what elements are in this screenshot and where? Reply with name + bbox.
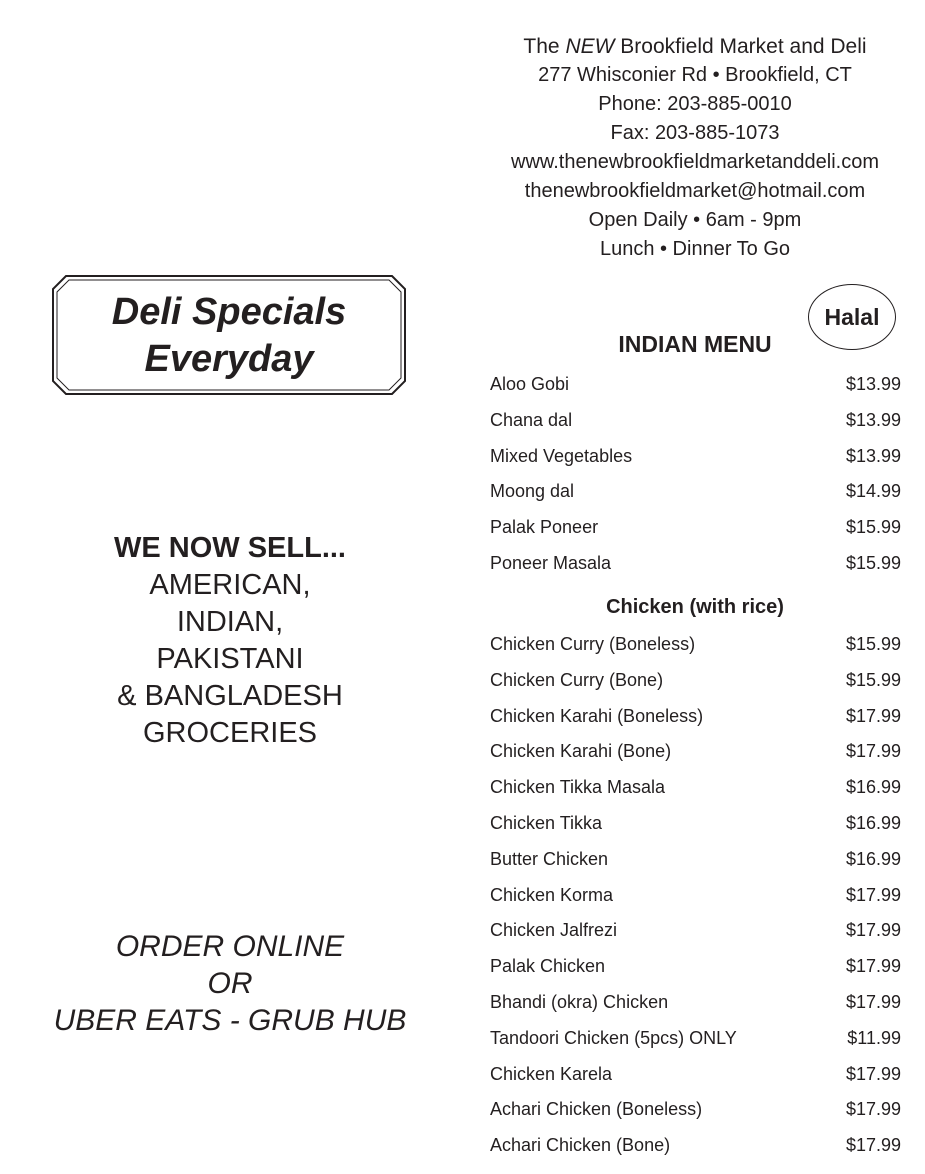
menu-item-name: Palak Poneer [490, 517, 599, 538]
chicken-section-title: Chicken (with rice) [606, 596, 784, 618]
menu-item [490, 482, 901, 518]
menu-item-price: $15.99 [845, 669, 901, 690]
groceries-line: GROCERIES [142, 717, 318, 749]
menu-item [490, 742, 901, 778]
menu-item [490, 671, 901, 707]
menu-item [490, 850, 901, 886]
menu-item [490, 1100, 901, 1136]
menu-item-name: Chicken Karela [490, 1063, 613, 1084]
menu-item [490, 1029, 901, 1065]
menu-item-price: $17.99 [845, 1063, 901, 1084]
menu-item-name: Palak Chicken [490, 956, 606, 977]
vegetarian-menu-list [490, 375, 901, 590]
menu-item-name: Achari Chicken (Bone) [490, 1135, 671, 1156]
menu-item-name: Achari Chicken (Boneless) [490, 1099, 703, 1120]
deli-specials-box [52, 275, 406, 395]
menu-item-name: Butter Chicken [490, 848, 609, 869]
groceries-line: AMERICAN, [149, 569, 311, 601]
menu-item-name: Chicken Curry (Boneless) [490, 634, 696, 654]
menu-item [490, 993, 901, 1029]
menu-item-price: $17.99 [845, 1135, 901, 1156]
store-name: The NEW Brookfield Market and Deli [523, 35, 867, 58]
menu-item-name: Bhandi (okra) Chicken [490, 991, 669, 1012]
menu-item-name: Chana dal [490, 409, 573, 430]
menu-item-name: Chicken Karahi (Boneless) [490, 705, 704, 726]
groceries-heading: WE NOW SELL... [114, 532, 346, 564]
menu-item-name: Aloo Gobi [490, 374, 570, 394]
menu-item-price: $17.99 [845, 991, 901, 1012]
store-hours: Open Daily • 6am - 9pm [588, 209, 802, 231]
menu-item [490, 375, 901, 411]
menu-item-price: $11.99 [847, 1027, 901, 1048]
menu-item-name: Tandoori Chicken (5pcs) ONLY [490, 1027, 737, 1048]
store-info [470, 32, 920, 264]
deli-specials-text: Deli Specials Everyday [111, 291, 347, 380]
menu-item-name: Poneer Masala [490, 552, 612, 573]
menu-item [490, 921, 901, 957]
menu-item-price: $16.99 [845, 812, 901, 833]
menu-item [490, 554, 901, 590]
menu-item [490, 886, 901, 922]
menu-item [490, 447, 901, 483]
menu-item-price: $17.99 [845, 956, 901, 977]
store-fax: Fax: 203-885-1073 [610, 122, 780, 144]
groceries-line: INDIAN, [176, 606, 284, 638]
menu-item-price: $16.99 [845, 777, 901, 798]
menu-item-price: $13.99 [845, 445, 901, 466]
menu-item-price: $17.99 [845, 920, 901, 941]
menu-item [490, 778, 901, 814]
ordering-notice: ORDER ONLINE OR UBER EATS - GRUB HUB [53, 930, 407, 1037]
groceries-notice [40, 530, 420, 752]
menu-item [490, 1065, 901, 1101]
store-email[interactable]: thenewbrookfieldmarket@hotmail.com [524, 180, 866, 202]
menu-item-name: Moong dal [490, 481, 575, 502]
menu-item [490, 411, 901, 447]
store-phone: Phone: 203-885-0010 [598, 93, 792, 115]
menu-item-price: $17.99 [845, 884, 901, 905]
menu-item-price: $16.99 [845, 848, 901, 869]
store-address: 277 Whisconier Rd • Brookfield, CT [538, 64, 852, 86]
store-services: Lunch • Dinner To Go [599, 238, 791, 260]
menu-item-price: $17.99 [845, 741, 901, 762]
menu-item [490, 635, 901, 671]
chicken-menu-list [490, 635, 901, 1172]
menu-title: INDIAN MENU [618, 331, 772, 357]
menu-item-name: Chicken Tikka [490, 812, 603, 833]
menu-item-price: $17.99 [845, 705, 901, 726]
menu-item [490, 518, 901, 554]
menu-item-price: $15.99 [845, 517, 901, 538]
halal-badge: Halal [808, 284, 896, 350]
store-name-emphasis: NEW [565, 35, 615, 58]
menu-item-price: $15.99 [845, 552, 901, 573]
menu-item-name: Chicken Jalfrezi [490, 920, 618, 941]
menu-item-name: Chicken Karahi (Bone) [490, 741, 672, 762]
groceries-line: PAKISTANI [156, 643, 304, 675]
menu-item-price: $15.99 [845, 634, 901, 654]
menu-item-name: Chicken Korma [490, 884, 614, 905]
menu-item [490, 957, 901, 993]
menu-item [490, 814, 901, 850]
store-website[interactable]: www.thenewbrookfieldmarketanddeli.com [511, 151, 879, 173]
menu-item [490, 1136, 901, 1172]
menu-item-price: $14.99 [845, 481, 901, 502]
menu-item-price: $17.99 [845, 1099, 901, 1120]
menu-item-name: Chicken Tikka Masala [490, 777, 666, 798]
menu-item-name: Mixed Vegetables [490, 445, 633, 466]
menu-item-price: $13.99 [845, 409, 901, 430]
menu-item [490, 707, 901, 743]
menu-item-name: Chicken Curry (Bone) [490, 669, 664, 690]
groceries-line: & BANGLADESH [117, 680, 343, 712]
menu-item-price: $13.99 [845, 374, 901, 394]
